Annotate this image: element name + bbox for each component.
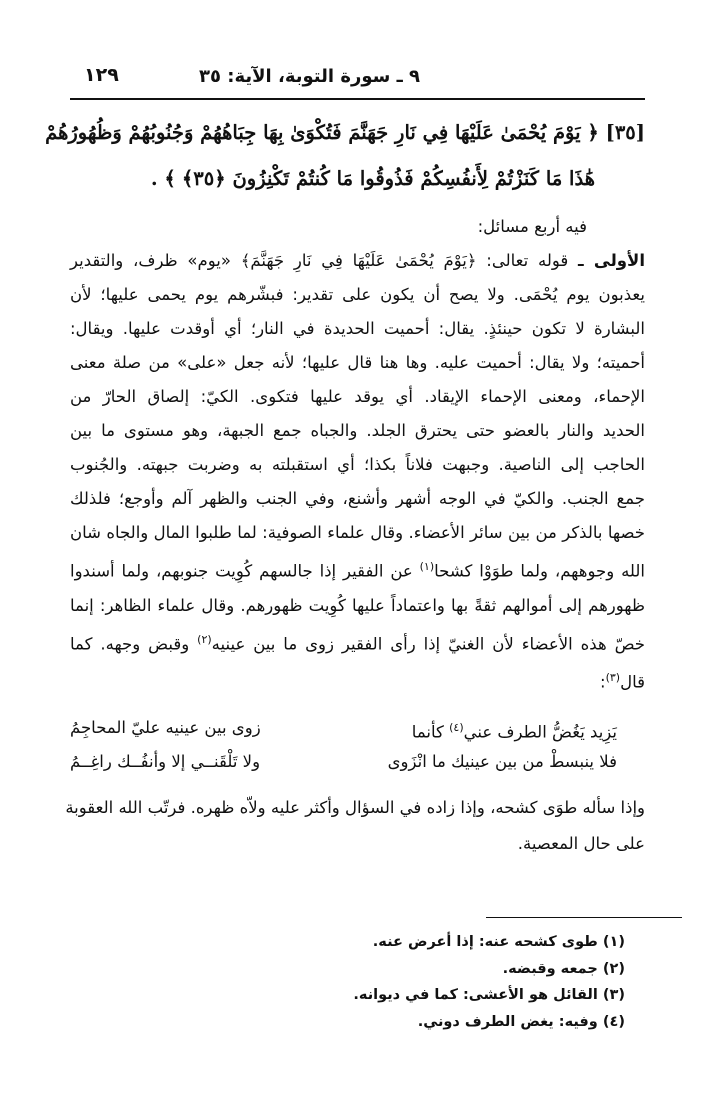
body-line-1 (70, 244, 645, 278)
footnote-ref: (٢) (197, 632, 212, 646)
body-line-10 (70, 550, 645, 589)
verse-line-2 (70, 156, 595, 202)
closing-line-2: على حال المعصية. (517, 834, 645, 853)
body-line-13 (70, 661, 645, 700)
body-line-12 (70, 623, 645, 662)
closing-line-1: وإذا سأله طوَى كشحه، وإذا زاده في السؤال وأكثر عليه ولاّه ظهره. فرتّب الله العقوبة (65, 798, 645, 817)
poem-verse-1 (70, 712, 645, 746)
body-line-11: ظهورهم إلى أموالهم ثقةً بها واعتماداً عليها كُوِيت ظهورهم. وقال علماء الظاهر: إنما (70, 595, 645, 615)
body-line-text: : (600, 672, 606, 692)
poem-hemistich-left: ولا تَلْقَنــي إلا وأنفُــك راغِــمُ (70, 752, 261, 771)
hemistich-text: كأنما (411, 722, 450, 742)
body-line-3: البشارة لا تكون حينئذٍ. يقال: أحميت الحديدة في النار؛ أي أوقدت عليها. ويقال: (70, 319, 645, 338)
page-header (70, 64, 645, 100)
verse-line-1 (45, 110, 645, 156)
running-title: ٩ ـ سورة التوبة، الآية: ٣٥ (199, 66, 420, 87)
verse-number: [٣٥] (605, 121, 645, 144)
verse-text-1: ﴿ يَوْمَ يُحْمَىٰ عَلَيْهَا فِي نَارِ جَهَنَّمَ فَتُكْوَىٰ بِهَا جِبَاهُهُمْ وَجُنُوبُهُمْ وَظُهُورُهُمْ (45, 121, 599, 144)
body-line-5: الإحماء، ومعنى الإحماء الإيقاد. أي يوقد عليها فتكوى. الكيّ: إلصاق الحارّ من (70, 387, 645, 406)
poem (70, 712, 645, 780)
closing-paragraph (65, 790, 645, 862)
poem-hemistich-right (412, 712, 617, 749)
body-line-6: الحديد والنار بالعضو حتى يحترق الجلد. والجباه جمع الجبهة، وهو مستوى ما بين (70, 421, 645, 440)
footnote-ref: (٤) (449, 721, 464, 734)
issue-heading: الأولى ـ (578, 251, 645, 270)
verse-text-2: هَٰذَا مَا كَنَزْتُمْ لِأَنفُسِكُمْ فَذُوقُوا مَا كُنتُمْ تَكْنِزُونَ (232, 167, 595, 190)
footnote-3: (٣) القائل هو الأعشى: كما في ديوانه. (353, 987, 625, 1003)
verse-close-bracket: ﴾ . (150, 167, 176, 190)
verse-end-marker: ﴿٣٥﴾ (181, 167, 226, 190)
body-line-text: قوله تعالى: ﴿يَوْمَ يُحْمَىٰ عَلَيْهَا فِي نَارِ جَهَنَّمَ﴾ «يوم» ظرف، والتقدير (70, 251, 579, 270)
footnote-divider (486, 917, 682, 918)
body-line-text: الله وجوههم، ولما طوَوْا كشحا (434, 561, 645, 581)
footnote-ref: (٣) (605, 671, 621, 684)
poem-hemistich-right: فلا ينبسطْ من بين عينيك ما انْزَوى (387, 752, 617, 771)
footnote-ref: (١) (419, 560, 435, 573)
page-number: ١٢٩ (84, 64, 119, 86)
body-line-text: قال (620, 672, 645, 692)
intro-line: فيه أربع مسائل: (477, 217, 587, 236)
footnotes (70, 929, 645, 1035)
commentary-body (70, 210, 645, 700)
footnote-1: (١) طوى كشحه عنه: إذا أعرض عنه. (372, 934, 625, 950)
body-line-2: يعذبون يوم يُحْمَى. ولا يصح أن يكون على تقدير: فبشّرهم يوم يحمى عليها؛ لأن (70, 285, 645, 304)
body-line-9: خصها بالذكر من بين سائر الأعضاء. وقال علماء الصوفية: لما طلبوا المال والجاه شان (70, 523, 645, 542)
footnote-4: (٤) وفيه: يغض الطرف دوني. (417, 1013, 625, 1030)
body-line-text: وقبض وجهه. كما (70, 634, 198, 653)
quran-verse (45, 110, 645, 202)
hemistich-text: يَزِيد يَغُضُّ الطرف عني (463, 722, 617, 742)
body-line-text: عن الفقير إذا جالسهم كُوِيت جنوبهم، ولما أسندوا (70, 561, 420, 581)
body-line-text: خصّ هذه الأعضاء لأن الغنيّ إذا رأى الفقير زوى ما بين عينيه (211, 634, 645, 653)
body-line-8: جمع الجنب. والكيّ في الوجه أشهر وأشنع، وفي الجنب والظهر آلم وأوجع؛ فلذلك (70, 489, 645, 508)
poem-hemistich-left: زوى بين عينيه عليّ المحاجِمُ (70, 718, 261, 737)
body-line-7: الحاجب إلى الناصية. وجبهت فلاناً بكذا؛ أي استقبلته به وضربت جبهته. والجُنوب (70, 455, 645, 474)
body-line-4: أحميته؛ ولا يقال: أحميت عليه. وها هنا قال عليها؛ لأنه جعل «على» من صلة معنى (70, 353, 645, 372)
footnote-2: (٢) جمعه وقبضه. (502, 960, 625, 977)
poem-verse-2 (70, 746, 645, 780)
